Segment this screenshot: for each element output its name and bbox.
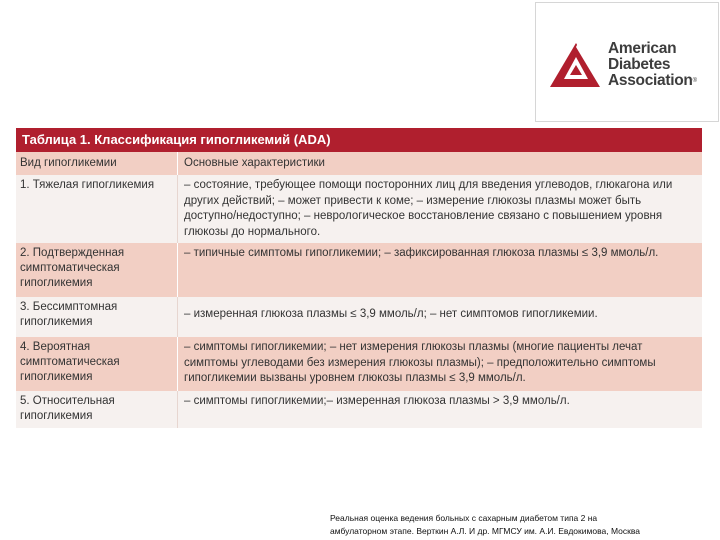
row-type: 4. Вероятная симптоматическая гипогликемия — [20, 341, 120, 383]
table-row — [16, 297, 702, 337]
source-caption — [330, 512, 715, 538]
header-col-type: Вид гипогликемии — [20, 157, 117, 169]
table-row — [16, 391, 702, 428]
table-row — [16, 337, 702, 391]
row-description: – симптомы гипогликемии;– измеренная глюкоза плазмы > 3,9 ммоль/л. — [177, 391, 702, 428]
row-type: 3. Бессимптомная гипогликемия — [16, 297, 177, 337]
row-description: – симптомы гипогликемии; – нет измерения глюкозы плазмы (многие пациенты лечат симптомы углеводами без измерения глюкозы плазмы); – предположительно симптомы гипогликемии вызваны уровнем глюкозы плазмы ≤ 3,9 ммоль/л. — [177, 337, 702, 391]
ada-logo-text — [608, 41, 697, 89]
row-type: 5. Относительная гипогликемия — [16, 391, 177, 428]
row-description: – измеренная глюкоза плазмы ≤ 3,9 ммоль/л; – нет симптомов гипогликемии. — [177, 297, 702, 337]
logo-line-3: Association — [608, 72, 693, 89]
hypoglycemia-classification-table — [16, 128, 702, 428]
registered-mark: ® — [692, 78, 697, 84]
header-col-description: Основные характеристики — [177, 152, 702, 175]
table-title: Таблица 1. Классификация гипогликемий (ADA) — [16, 128, 702, 152]
row-type: 1. Тяжелая гипогликемия — [16, 175, 177, 243]
logo-line-1: American — [608, 40, 677, 57]
ada-logo — [535, 2, 719, 122]
logo-line-2: Diabetes — [608, 56, 671, 73]
row-description: – состояние, требующее помощи посторонних лиц для введения углеводов, глюкагона или других действий; – может привести к коме; – измерение глюкозы плазмы может быть доступно/недоступно; – неврологическое восстановление связано с повышением уровня глюкозы до нормального. — [177, 175, 702, 243]
row-type: 2. Подтвержденная симптоматическая гипогликемия — [20, 247, 125, 289]
caption-line-2: амбулаторном этапе. Верткин А.Л. И др. МГМСУ им. А.И. Евдокимова, Москва — [330, 526, 640, 536]
row-description: – типичные симптомы гипогликемии; – зафиксированная глюкоза плазмы ≤ 3,9 ммоль/л. — [177, 243, 702, 297]
table-row — [16, 243, 702, 297]
table-header-row — [16, 152, 702, 175]
table-row — [16, 175, 702, 243]
caption-line-1: Реальная оценка ведения больных с сахарным диабетом типа 2 на — [330, 513, 598, 523]
ada-triangle-icon — [548, 41, 604, 89]
